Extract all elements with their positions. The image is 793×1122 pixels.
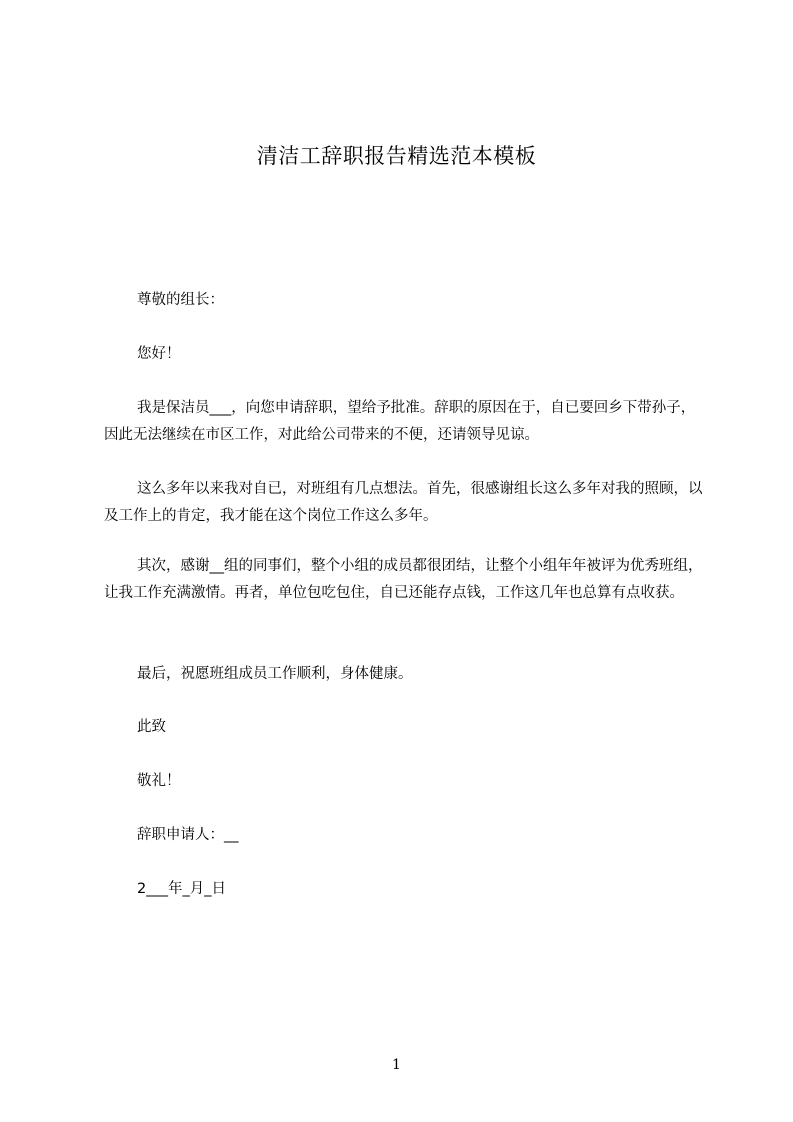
body-paragraph-1: 我是保洁员___，向您申请辞职，望给予批准。辞职的原因在于，自已要回乡下带孙子，因此无法继续在市区工作，对此给公司带来的不便，还请领导见谅。 <box>104 400 696 443</box>
body-paragraph-3: 其次，感谢__组的同事们，整个小组的成员都很团结，让整个小组年年被评为优秀班组，让我工作充满激情。再者，单位包吃包住，自已还能存点钱，工作这几年也总算有点收获。 <box>104 558 703 601</box>
signature: 辞职申请人：__ <box>137 827 239 843</box>
greeting: 您好！ <box>137 346 181 362</box>
page-number: 1 <box>392 1057 401 1073</box>
date: 2___年_月_日 <box>137 881 226 897</box>
regards: 敬礼！ <box>137 773 181 789</box>
salutation: 尊敬的组长： <box>137 292 224 308</box>
document-title: 清洁工辞职报告精选范本模板 <box>256 144 537 168</box>
closing: 此致 <box>137 719 166 735</box>
body-paragraph-2: 这么多年以来我对自已，对班组有几点想法。首先，很感谢组长这么多年对我的照顾，以及工作上的肯定，我才能在这个岗位工作这么多年。 <box>104 481 703 524</box>
body-paragraph-4: 最后，祝愿班组成员工作顺利，身体健康。 <box>137 666 413 682</box>
